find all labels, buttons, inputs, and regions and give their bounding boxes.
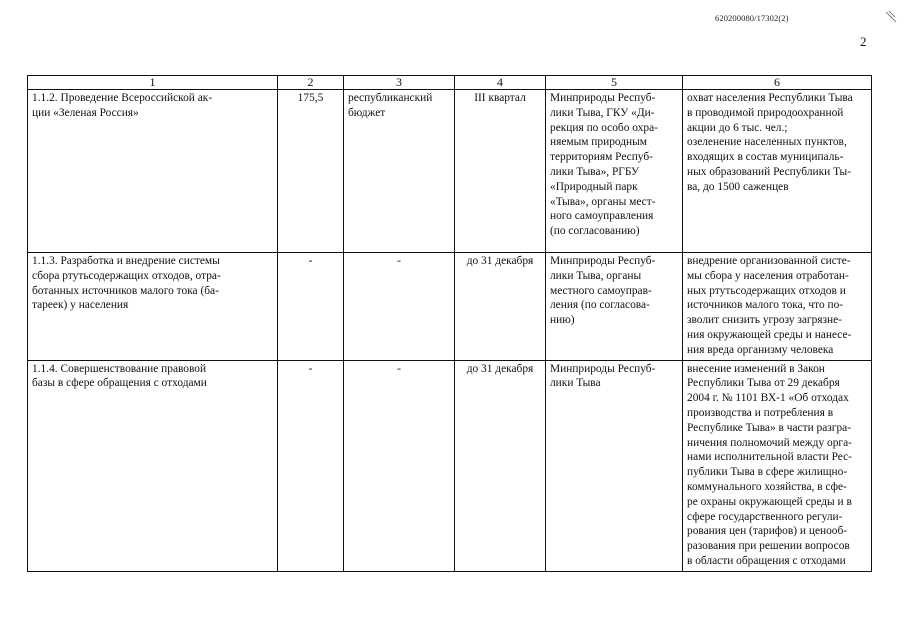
measure-name-cell: 1.1.4. Совершенствование правовой базы в сфере обращения с отходами [28, 360, 278, 571]
executors-cell: Минприроды Респуб- лики Тыва, ГКУ «Ди- рекция по особо охра- няемым природным территориям Респуб- лики Тыва», РГБУ «Природный парк «Тыва», органы мест- ного самоуправления (по согласованию) [546, 90, 683, 253]
table-row [28, 253, 872, 361]
expected-result-cell: внесение изменений в Закон Республики Тыва от 29 декабря 2004 г. № 1101 ВХ-1 «Об отходах производства и потребления в Республике Тыва» в части разгра- ничения полномочий между орга- нами исполнительной власти Рес- публики Тыва в сфере жилищно- коммунального хозяйства, в сфе- ре охраны окружающей среды и в сфере государственного регули- рования цен (тарифов) и ценооб- разования при решении вопросов в области обращения с отходами [683, 360, 872, 571]
funding-source-cell: республиканский бюджет [344, 90, 455, 253]
measure-name-cell: 1.1.2. Проведение Всероссийской ак- ции «Зеленая Россия» [28, 90, 278, 253]
column-header-4: 4 [455, 76, 546, 90]
deadline-cell: до 31 декабря [455, 253, 546, 361]
column-header-2: 2 [278, 76, 344, 90]
page-number: 2 [860, 34, 867, 49]
table-row [28, 360, 872, 571]
action-plan-table [27, 75, 872, 572]
executors-cell: Минприроды Респуб- лики Тыва, органы местного самоуправ- ления (по согласова- нию) [546, 253, 683, 361]
column-number-row [28, 76, 872, 90]
expected-result-cell: охват населения Республики Тыва в проводимой природоохранной акции до 6 тыс. чел.; озеленение населенных пунктов, входящих в состав муниципаль- ных образований Республики Ты- ва, до 1500 саженцев [683, 90, 872, 253]
document-registration-number: 620200080/17302(2) [715, 13, 789, 23]
funding-amount-cell: - [278, 253, 344, 361]
corner-scan-mark [884, 10, 898, 24]
deadline-cell: III квартал [455, 90, 546, 253]
deadline-cell: до 31 декабря [455, 360, 546, 571]
funding-source-cell: - [344, 360, 455, 571]
column-header-5: 5 [546, 76, 683, 90]
column-header-3: 3 [344, 76, 455, 90]
funding-amount-cell: - [278, 360, 344, 571]
expected-result-cell: внедрение организованной систе- мы сбора у населения отработан- ных ртутьсодержащих отходов и источников малого тока, что по- зволит снизить угрозу загрязне- ния окружающей среды и нанесе- ния вреда организму человека [683, 253, 872, 361]
column-header-6: 6 [683, 76, 872, 90]
column-header-1: 1 [28, 76, 278, 90]
funding-source-cell: - [344, 253, 455, 361]
table-row [28, 90, 872, 253]
executors-cell: Минприроды Респуб- лики Тыва [546, 360, 683, 571]
measure-name-cell: 1.1.3. Разработка и внедрение системы сбора ртутьсодержащих отходов, отра- ботанных источников малого тока (ба- тареек) у населения [28, 253, 278, 361]
funding-amount-cell: 175,5 [278, 90, 344, 253]
